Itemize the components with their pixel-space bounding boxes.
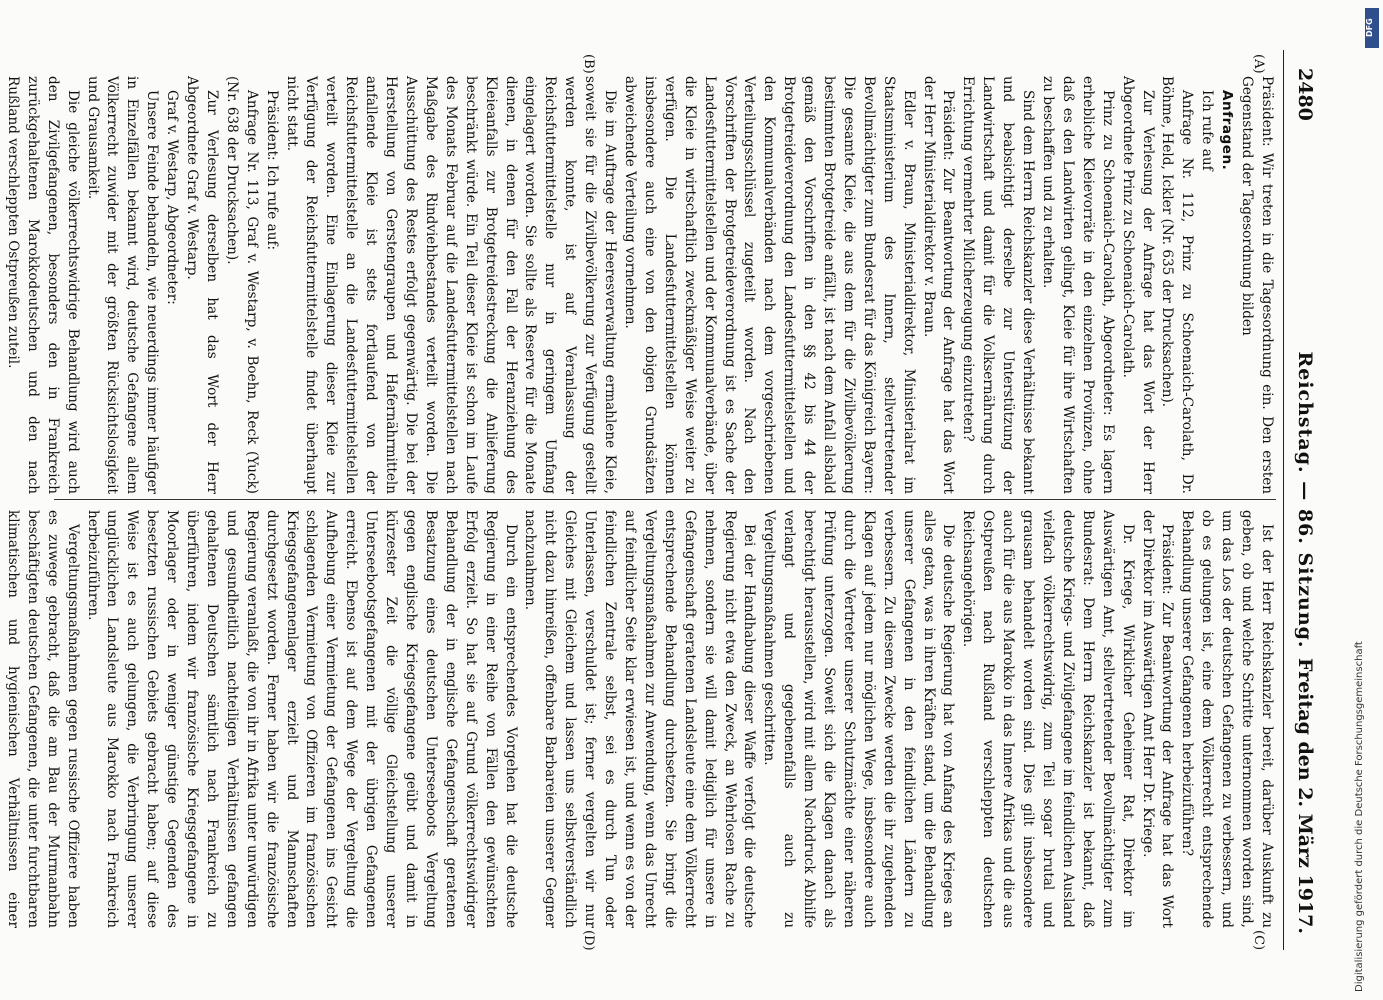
paragraph: Präsident: Ich rufe auf: (263, 90, 280, 251)
paragraph: Ich rufe auf (1199, 90, 1216, 171)
digitization-note: Digitalisierung gefördert durch die Deutsche Forschungsgemeinschaft (1354, 641, 1365, 992)
rotated-sheet (4, 50, 1336, 951)
paragraph: Anfrage Nr. 113, Graf v. Westarp, v. Boehn, Reck (Yuck) (Nr. 638 der Drucksachen). (223, 76, 260, 494)
margin-marker-c: (C) (1251, 930, 1266, 951)
paragraph: Unsere Feinde behandeln, wie neuerdings immer häufiger in Einzelfällen bekannt wird, deutsche Gefangene allem Völkerrecht zuwider mit der größten Rücksichtslosigkeit und Grausamkeit. (84, 76, 161, 494)
page-header (1283, 50, 1322, 950)
column-right (4, 510, 1276, 928)
column-left (4, 76, 1276, 494)
page-number: 2480 (1294, 68, 1316, 121)
section-heading: Anfragen. (1219, 90, 1236, 171)
dfg-logo: DFG (1365, 8, 1379, 48)
paragraph: Die gleiche völkerrechtswidrige Behandlung wird auch den Zivilgefangenen, besonders den in Frankreich zurückgehaltenen Marokkodeutschen und den nach Rußland verschleppten Ostpreußen zuteil. (4, 76, 81, 494)
paragraph: Präsident: Zur Beantwortung der Anfrage hat das Wort der Direktor im Auswärtigen Amt Herr Dr. Kriege. (1139, 510, 1176, 928)
paragraph: Die im Auftrage der Heeresverwaltung ermahlene Kleie, soweit sie für die Zivilbevölkerung zur Verfügung gestellt werden konnte, ist auf Veranlassung der Reichsfuttermittelstelle nur in geringem Umfang eingelagert worden. Sie sollte als Reserve für die Monate dienen, in denen für den Fall der Heranziehung des Kleieanfalls zur Brotgetreidestreckung die Anlieferung beschränkt würde. Ein Teil dieser Kleie ist schon im Laufe des Monats Februar auf die Landesfuttermittelstellen nach Maßgabe des Rindviehbestandes verteilt worden. Die Ausschüttung des Restes erfolgt gegenwärtig. Die bei der Herstellung von Gerstengraupen und Hafernährmitteln anfallende Kleie ist stets fortlaufend von der Reichsfuttermittelstelle an die Landesfuttermittelstellen verteilt worden. Eine Einlagerung dieser Kleie zur Verfügung der Reichsfuttermittelstelle findet überhaupt nicht statt. (283, 76, 619, 494)
paragraph: Ist der Herr Reichskanzler bereit, darüber Auskunft zu geben, ob und welche Schritte unternommen worden sind, um das Los der deutschen Gefangenen zu verbessern, und ob es gelungen ist, eine dem Völkerrecht entsprechende Behandlung unserer Gefangenen herbeizuführen? (1179, 510, 1275, 928)
paragraph: Bei der Handhabung dieser Waffe verfolgt die deutsche Regierung nicht etwa den Zweck, an Wehrlosen Rache zu nehmen, sondern sie will damit lediglich für unsere in Gefangenschaft geratenen Landsleute eine dem Völkerrecht entsprechende Behandlung durchsetzen. Sie bringt die Vergeltungsmaßnahmen zur Anwendung, wenn das Unrecht auf feindlicher Seite klar erwiesen ist, und wenn es von der feindlichen Zentrale selbst, sei es durch Tun oder Unterlassen, verschuldet ist; ferner vergelten wir nur Gleiches mit Gleichem und lassen uns selbstverständlich nicht dazu hinreißen, offenbare Barbareien unserer Gegner nachzuahmen. (522, 510, 758, 928)
margin-marker-d: (D) (581, 930, 596, 951)
session-date: Freitag den 2. März 1917. (1294, 658, 1316, 934)
paragraph: Die deutsche Regierung hat von Anfang des Krieges an alles getan, was in ihren Kräften stand, um die Behandlung unserer Gefangenen in den feindlichen Ländern zu verbessern. Zu diesem Zwecke werden die ihr zugehenden Klagen auf jedem nur möglichen Wege, insbesondere auch durch die Vertreter unserer Schutzmächte einer näheren Prüfung unterzogen. Soweit sich die Klagen danach als berechtigt herausstellen, wird mit allem Nachdruck Abhilfe verlangt und gegebenenfalls auch zu Vergeltungsmaßnahmen geschritten. (761, 510, 957, 928)
paragraph: Prinz zu Schoenaich-Carolath, Abgeordneter: Es lagern erhebliche Kleievorräte in den einzelnen Provinzen, ohne daß es den Landwirten gelingt, Kleie für ihre Wirtschaften zu beschaffen und zu erhalten. (1040, 76, 1116, 494)
paragraph: Graf v. Westarp, Abgeordneter: (164, 90, 181, 305)
paragraph: Dr. Kriege, Wirklicher Geheimer Rat, Direktor im Auswärtigen Amt, stellvertretender Bevollmächtigter zum Bundesrat: Dem Herrn Reichskanzler ist bekannt, daß deutsche Kriegs- und Zivilgefangene im feindlichen Ausland vielfach völkerrechtswidrig, zum Teil sogar brutal und grausam behandelt worden sind. Dies gilt insbesondere auch für die aus Marokko in das Innere Afrikas und die aus Ostpreußen nach Rußland verschleppten deutschen Reichsangehörigen. (960, 510, 1136, 928)
paragraph: Präsident: Zur Beantwortung der Anfrage hat das Wort der Herr Ministerialdirektor v. Braun. (920, 76, 957, 494)
paragraph: Durch ein entsprechendes Vorgehen hat die deutsche Regierung in einer Reihe von Fällen den gewünschten Erfolg erzielt. So hat sie auf Grund völkerrechtswidriger Behandlung der in englische Gefangenschaft geratenen Besatzung eines deutschen Unterseeboots Vergeltung gegen englische Kriegsgefangene geübt und damit in kürzester Zeit die völlige Gleichstellung unserer Unterseebootsgefangenen mit der übrigen Gefangenen erreicht. Ebenso ist auf dem Wege der Vergeltung die Aufhebung einer Vermietung der Gefangenen ins Gesicht schlagenden Vermietung von Offizieren im französischen Kriegsgefangenenlager erzielt und Mannschaften durchgesetzt worden. Ferner haben wir die französische Regierung veranlaßt, die von ihr in Afrika unter unwürdigen und gesundheitlich nachteiligen Verhältnissen gefangen gehaltenen Deutschen sämtlich nach Frankreich zu überführen, indem wir französische Kriegsgefangene in Moorlager oder in weniger günstige Gegenden des besetzten russischen Gebiets gebracht haben; auf diese Weise ist es auch gelungen, die Verbringung unserer unglücklichen Landsleute aus Marokko nach Frankreich herbeizuführen. (84, 510, 519, 928)
paragraph: Zur Verlesung der Anfrage hat das Wort der Herr Abgeordnete Prinz zu Schoenaich-Carolath. (1119, 76, 1156, 494)
paragraph: Anfrage Nr. 112, Prinz zu Schoenaich-Carolath, Dr. Böhme, Held, Ickler (Nr. 635 der Drucksachen). (1159, 76, 1196, 494)
column-divider (54, 499, 1276, 500)
margin-marker-a: (A) (1251, 54, 1266, 74)
paragraph: Zur Verlesung derselben hat das Wort der Herr Abgeordnete Graf v. Westarp. (184, 76, 220, 494)
margin-marker-b: (B) (581, 54, 596, 74)
paragraph: Vergeltungsmaßnahmen gegen russische Offiziere haben es zuwege gebracht, daß die am Bau der Murmanbahn beschäftigten deutschen Gefangenen, die unter furchtbaren klimatischen und hygienischen Verhältnissen einer (4, 510, 81, 928)
session-title: Reichstag. — 86. Sitzung. (1294, 351, 1316, 649)
paragraph: Edler v. Braun, Ministerialdirektor, Ministerialrat im Staatsministerium des Innern, stellvertretender Bevollmächtigter zum Bundesrat für das Königreich Bayern: Die gesamte Kleie, die aus dem für die Zivilbevölkerung bestimmten Brotgetreide anfällt, ist nach dem Anfall alsbald gemäß den Vorschriften in den §§ 42 bis 44 der Brotgetreideverordnung den Landesfuttermittelstellen und den Kommunalverbänden nach dem vorgeschriebenen Verteilungsschlüssel zugeteilt worden. Nach den Vorschriften der Brotgetreideverordnung ist es Sache der Landesfuttermittelstellen und der Kommunalverbände, über die Kleie in wirtschaftlich zweckmäßiger Weise weiter zu verfügen. Die Landesfuttermittelstellen können insbesondere auch eine von den obigen Grundsätzen abweichende Verteilung vornehmen. (622, 76, 917, 494)
paragraph: Präsident: Wir treten in die Tagesordnung ein. Den ersten Gegenstand der Tagesordnung bilden (1239, 76, 1275, 494)
paragraph: Sind dem Herrn Reichskanzler diese Verhältnisse bekannt und beabsichtigt derselbe zur Unterstützung der Landwirtschaft und damit für die Volksernährung durch Errichtung vermehrter Milcherzeugung einzutreten? (960, 76, 1037, 494)
